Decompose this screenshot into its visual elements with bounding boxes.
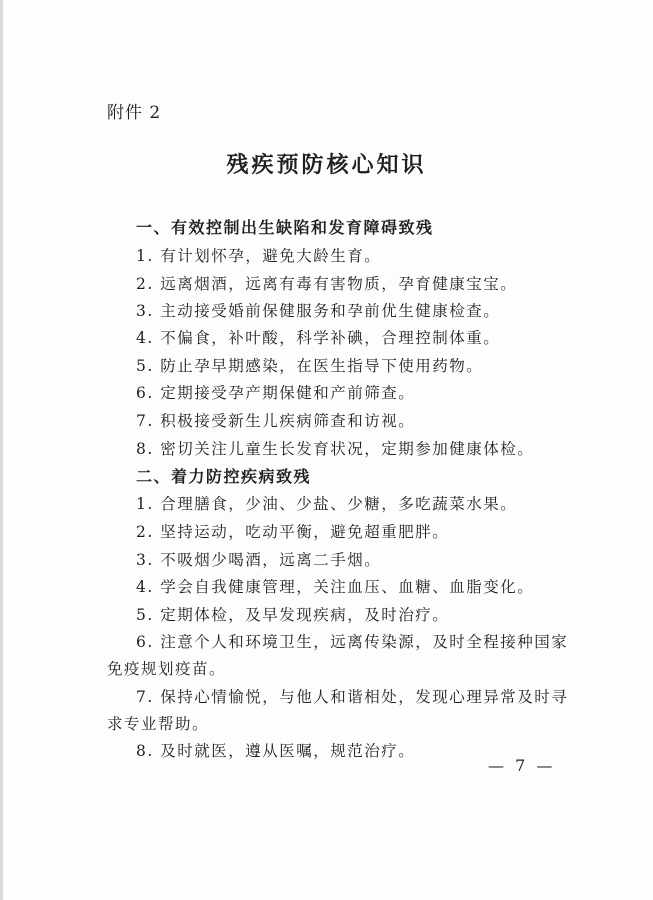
list-item: 5. 防止孕早期感染，在医生指导下使用药物。	[136, 357, 484, 375]
list-item: 1. 有计划怀孕，避免大龄生育。	[136, 247, 382, 265]
list-item: 4. 不偏食，补叶酸，科学补碘，合理控制体重。	[136, 329, 501, 347]
list-item: 7. 保持心情愉悦，与他人和谐相处，发现心理异常及时寻	[136, 688, 569, 706]
list-item-continuation: 求专业帮助。	[107, 715, 210, 733]
list-item: 6. 定期接受孕产期保健和产前筛查。	[136, 384, 416, 402]
list-item: 3. 不吸烟少喝酒，远离二手烟。	[136, 551, 382, 569]
list-item: 2. 坚持运动，吃动平衡，避免超重肥胖。	[136, 523, 450, 541]
document-title: 残疾预防核心知识	[226, 152, 427, 178]
list-item: 3. 主动接受婚前保健服务和孕前优生健康检查。	[136, 302, 501, 320]
attachment-label: 附件 2	[107, 103, 162, 123]
section-heading-2: 二、着力防控疾病致残	[136, 467, 312, 486]
list-item: 4. 学会自我健康管理，关注血压、血糖、血脂变化。	[136, 578, 535, 596]
list-item: 7. 积极接受新生儿疾病筛查和访视。	[136, 412, 416, 430]
list-item: 2. 远离烟酒，远离有毒有害物质，孕育健康宝宝。	[136, 275, 518, 293]
list-item: 6. 注意个人和环境卫生，远离传染源，及时全程接种国家	[136, 633, 569, 651]
page-number: — 7 —	[488, 756, 556, 775]
list-item-continuation: 免疫规划疫苗。	[107, 660, 227, 678]
list-item: 8. 密切关注儿童生长发育状况，定期参加健康体检。	[136, 440, 535, 458]
list-item: 8. 及时就医，遵从医嘱，规范治疗。	[136, 742, 416, 760]
scan-edge	[0, 0, 3, 900]
section-heading-1: 一、有效控制出生缺陷和发育障碍致残	[136, 218, 434, 237]
list-item: 1. 合理膳食，少油、少盐、少糖，多吃蔬菜水果。	[136, 495, 518, 513]
list-item: 5. 定期体检，及早发现疾病，及时治疗。	[136, 606, 450, 624]
